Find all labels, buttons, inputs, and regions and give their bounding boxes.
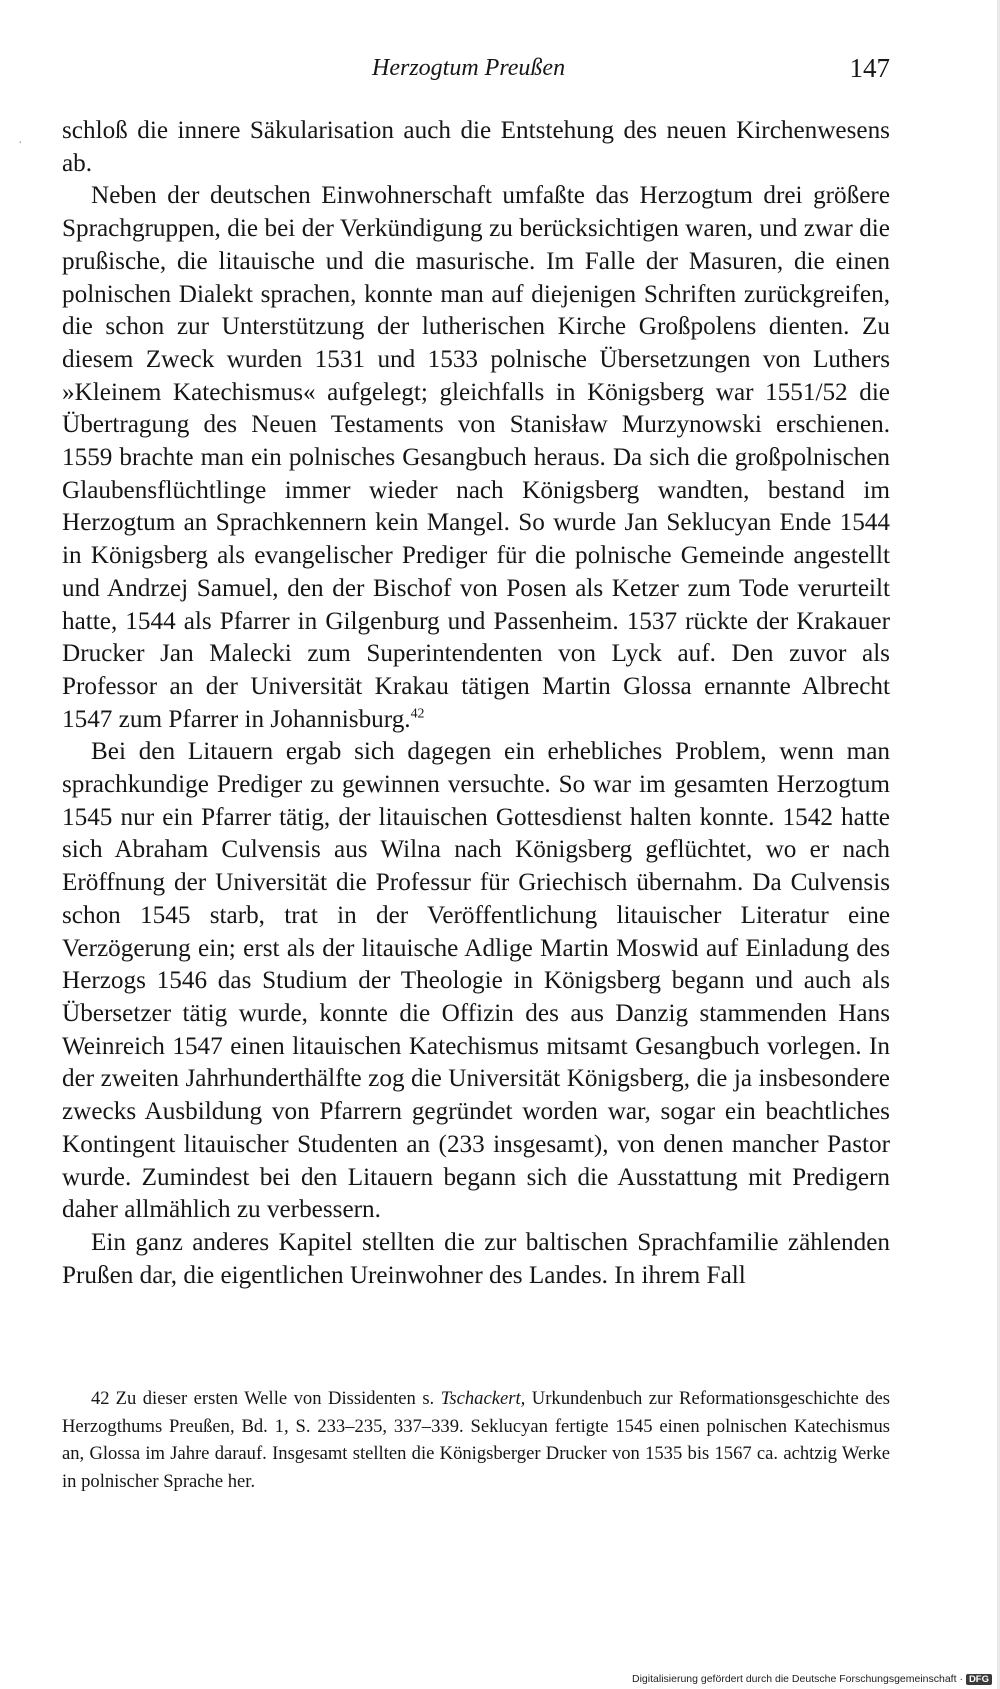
footnote-text-before-author: Zu dieser ersten Welle von Dissidenten s. <box>115 1388 435 1409</box>
running-header <box>62 48 890 88</box>
dfg-credit <box>632 1673 992 1685</box>
footnote-number: 42 <box>91 1388 110 1409</box>
footnote-reference-42[interactable]: 42 <box>410 705 425 721</box>
footnote-text-after-author: Urkundenbuch zur Reformationsgeschichte des Herzogthums Preußen, Bd. 1, S. 233–235, 337–339. Seklucyan fertigte 1545 einen polnischen Katechismus an, Glossa im Jahre darauf. Insgesamt stellten die Königsberger Drucker von 1535 bis 1567 ca. achtzig Werke in polnischer Sprache her. <box>62 1388 891 1492</box>
paragraph-4: Ein ganz anderes Kapitel stellten die zur baltischen Sprachfamilie zählenden Prußen dar, die eigentlichen Ureinwohner des Landes. In ihrem Fall <box>62 1228 890 1289</box>
dfg-credit-text: Digitalisierung gefördert durch die Deutsche Forschungsgemeinschaft · <box>632 1673 963 1685</box>
paragraph-2-text: Neben der deutschen Einwohnerschaft umfaßte das Herzogtum drei größere Sprachgruppen, die bei der Verkündigung zu berücksichtigen waren, und zwar die prußische, die litauische und die masurische. Im Falle der Masuren, die einen polnischen Dialekt sprachen, konnte man auf diejenigen Schriften zurückgreifen, die schon zur Unterstützung der lutherischen Kirche Großpolens dienten. Zu diesem Zweck wurden 1531 und 1533 polnische Übersetzungen von Luthers »Kleinem Katechismus« aufgelegt; gleichfalls in Königsberg war 1551/52 die Übertragung des Neuen Testaments von Stanisław Murzynowski erschienen. 1559 brachte man ein polnisches Gesangbuch heraus. Da sich die großpolnischen Glaubensflüchtlinge immer wieder nach Königsberg wandten, bestand im Herzogtum an Sprachkennern kein Mangel. So wurde Jan Seklucyan Ende 1544 in Königsberg als evangelischer Prediger für die polnische Gemeinde angestellt und Andrzej Samuel, den der Bischof von Posen als Ketzer zum Tode verurteilt hatte, 1544 als Pfarrer in Gilgenburg und Passenheim. 1537 rückte der Krakauer Drucker Jan Malecki zum Superintendenten von Lyck auf. Den zuvor als Professor an der Universität Krakau tätigen Martin Glossa ernannte Albrecht 1547 zum Pfarrer in Johannisburg. <box>62 182 890 733</box>
body-text <box>62 115 890 1292</box>
paragraph-1: schloß die innere Säkularisation auch die Entstehung des neuen Kirchenwesens ab. <box>62 117 890 177</box>
dfg-logo: DFG <box>966 1674 992 1685</box>
footnote-42 <box>62 1385 890 1495</box>
paragraph-3: Bei den Litauern ergab sich dagegen ein erhebliches Problem, wenn man sprachkundige Prediger zu gewinnen versuchte. So war im gesamten Herzogtum 1545 nur ein Pfarrer tätig, der litauischen Gottesdienst halten konnte. 1542 hatte sich Abraham Culvensis aus Wilna nach Königsberg geflüchtet, wo er nach Eröffnung der Universität die Professur für Griechisch übernahm. Da Culvensis schon 1545 starb, trat in der Veröffentlichung litauischer Literatur eine Verzögerung ein; erst als der litauische Adlige Martin Moswid auf Einladung des Herzogs 1546 das Studium der Theologie in Königsberg begann und auch als Übersetzer tätig wurde, konnte die Offizin des aus Danzig stammenden Hans Weinreich 1547 einen litauischen Katechismus mitsamt Gesangbuch vorlegen. In der zweiten Jahrhunderthälfte zog die Universität Königsberg, die ja insbesondere zwecks Ausbildung von Pfarrern gegründet worden war, sogar ein beachtliches Kontingent litauischer Studenten an (233 insgesamt), von denen mancher Pastor wurde. Zumindest bei den Litauern begann sich die Ausstattung mit Predigern daher allmählich zu verbessern. <box>62 738 890 1224</box>
margin-mark: · <box>18 136 23 151</box>
footnote-author: Tschackert, <box>440 1388 526 1409</box>
footnotes <box>62 1385 890 1495</box>
page-number: 147 <box>849 53 890 83</box>
paragraph-2 <box>62 180 890 736</box>
running-title: Herzogtum Preußen <box>372 55 566 81</box>
